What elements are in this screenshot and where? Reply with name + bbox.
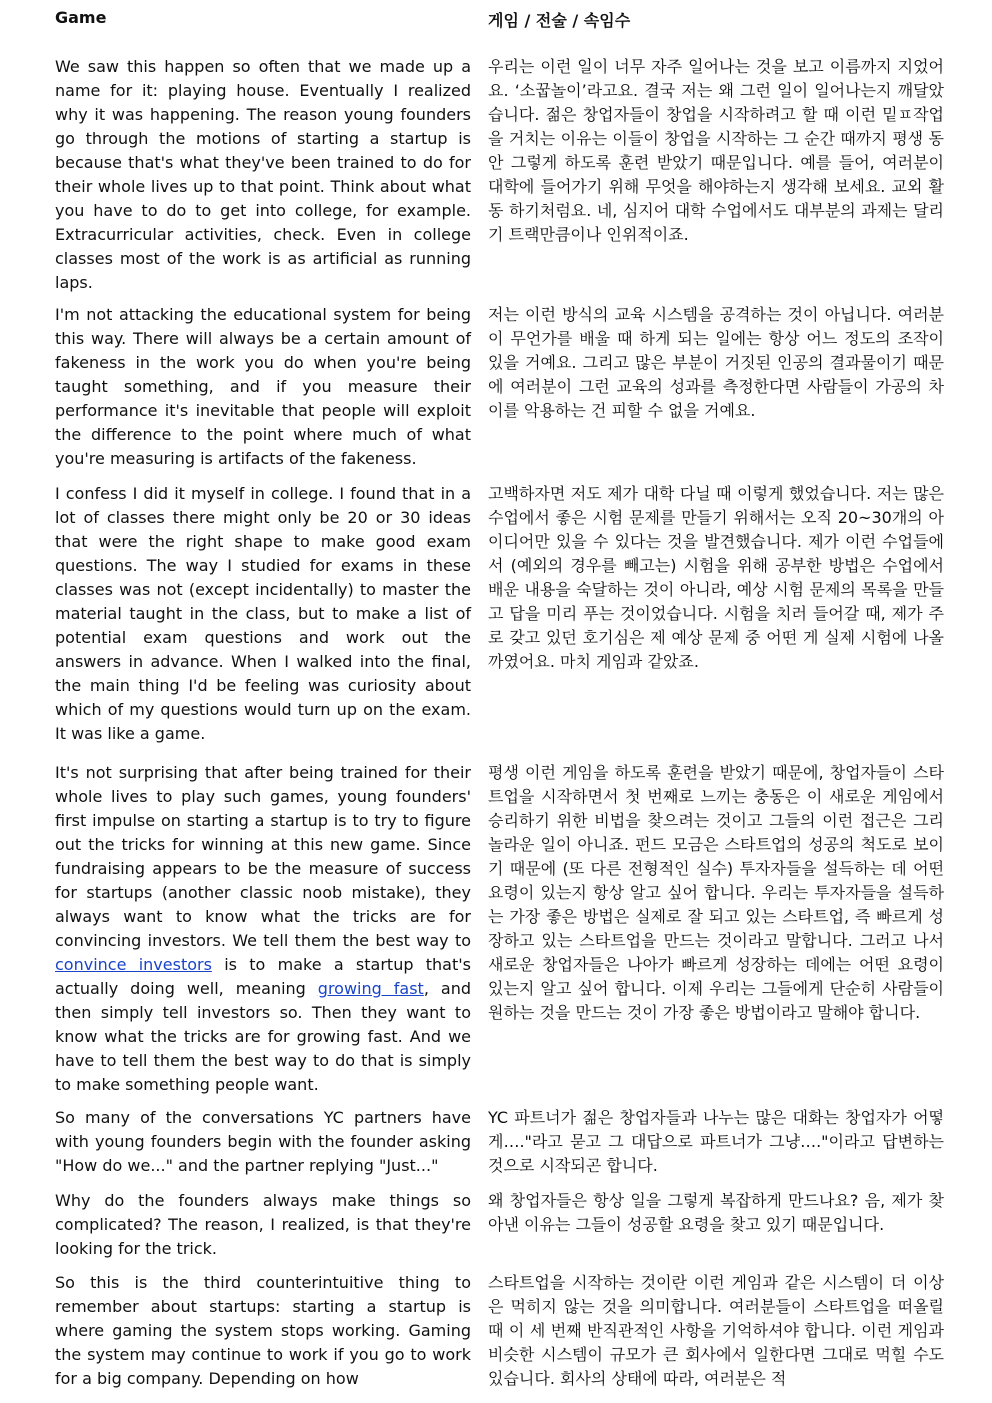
korean-paragraph-1: 우리는 이런 일이 너무 자주 일어나는 것을 보고 이름까지 지었어요. ‘소꿉놀이’라고요. 결국 저는 왜 그런 일이 일어나는지 깨달았습니다. 젊은 창업자들이 창업을 시작하려고 할 때 이런 밑ㅍ작업을 거치는 이유는 이들이 창업을 시작하는 그 순간 때까지 평생 동안 그렇게 하도록 훈련 받았기 때문입니다. 예를 들어, 여러분이 대학에 들어가기 위해 무엇을 해야하는지 생각해 보세요. 교외 활동 하기처럼요. 네, 심지어 대학 수업에서도 대부분의 과제는 달리기 트랙만큼이나 인위적이죠. xyxy=(488,57,944,244)
english-paragraph-3: I confess I did it myself in college. I found that in a lot of classes there might only be 20 or 30 ideas that were the right shape to make good exam questions. The way I studied for exams in these classes was not (except incidentally) to master the material taught in the class, but to make a list of potential exam questions and work out the answers in advance. When I walked into the final, the main thing I'd be feeling was curiosity about which of my questions would turn up on the exam. It was like a game. xyxy=(55,484,471,743)
english-paragraph-5: So many of the conversations YC partners have with young founders begin with the founder asking "How do we..." and the partner replying "Just..." xyxy=(55,1108,471,1175)
english-paragraph-6: Why do the founders always make things so complicated? The reason, I realized, is that they're looking for the trick. xyxy=(55,1191,471,1258)
convince-investors-link[interactable]: convince investors xyxy=(55,955,212,974)
english-paragraph-4-part-2: is to make a startup that's actually doing well, meaning xyxy=(55,955,471,998)
korean-paragraph-4: 평생 이런 게임을 하도록 훈련을 받았기 때문에, 창업자들이 스타트업을 시작하면서 첫 번째로 느끼는 충동은 이 새로운 게임에서 승리하기 위한 비법을 찾으려는 것이고 그들의 이런 접근은 그리 놀라운 일이 아니죠. 펀드 모금은 스타트업의 성공의 척도로 보이기 때문에 (또 다른 전형적인 실수) 투자자들을 설득하는 데 어떤 요령이 있는지 항상 알고 싶어 합니다. 우리는 투자자들을 설득하는 가장 좋은 방법은 실제로 잘 되고 있는 스타트업, 즉 빠르게 성장하고 있는 스타트업을 만드는 것이라고 말합니다. 그러고 나서 새로운 창업자들은 나아가 빠르게 성장하는 데에는 어떤 요령이 있는지 알고 싶어 합니다. 이제 우리는 그들에게 단순히 사람들이 원하는 것을 만드는 것이 가장 좋은 방법이라고 말해야 합니다. xyxy=(488,763,944,1022)
english-paragraph-7: So this is the third counterintuitive thing to remember about startups: starting a startup is where gaming the system stops working. Gaming the system may continue to work if you go to work for a big company. Depending on how xyxy=(55,1273,471,1388)
korean-column-header: 게임 / 전술 / 속임수 xyxy=(488,11,631,30)
korean-paragraph-6: 왜 창업자들은 항상 일을 그렇게 복잡하게 만드나요? 음, 제가 찾아낸 이유는 그들이 성공할 요령을 찾고 있기 때문입니다. xyxy=(488,1191,944,1234)
english-paragraph-1: We saw this happen so often that we made up a name for it: playing house. Eventually I realized why it was happening. The reason young founders go through the motions of starting a startup is because that's what they've been trained to do for their whole lives up to that point. Think about what you have to do to get into college, for example. Extracurricular activities, check. Even in college classes most of the work is as artificial as running laps. xyxy=(55,57,471,292)
growing-fast-link[interactable]: growing fast xyxy=(317,979,424,998)
korean-paragraph-7: 스타트업을 시작하는 것이란 이런 게임과 같은 시스템이 더 이상은 먹히지 않는 것을 의미합니다. 여러분들이 스타트업을 떠올릴 때 이 세 번째 반직관적인 사항을 기억하셔야 합니다. 이런 게임과 비슷한 시스템이 규모가 큰 회사에서 일한다면 그대로 먹힐 수도 있습니다. 회사의 상태에 따라, 여러분은 적 xyxy=(488,1273,944,1388)
korean-paragraph-2: 저는 이런 방식의 교육 시스템을 공격하는 것이 아닙니다. 여러분이 무언가를 배울 때 하게 되는 일에는 항상 어느 정도의 조작이 있을 거예요. 그리고 많은 부분이 거짓된 인공의 결과물이기 때문에 여러분이 그런 교육의 성과를 측정한다면 사람들이 가공의 차이를 악용하는 건 피할 수 없을 거예요. xyxy=(488,305,944,420)
english-paragraph-4-part-3: , and then simply tell investors so. Then they want to know what the tricks are for growing fast. And we have to tell them the best way to do that is simply to make something people want. xyxy=(55,979,471,1094)
english-paragraph-4 xyxy=(55,761,471,1097)
korean-paragraph-3: 고백하자면 저도 제가 대학 다닐 때 이렇게 했었습니다. 저는 많은 수업에서 좋은 시험 문제를 만들기 위해서는 오직 20~30개의 아이디어만 있을 수 있다는 것을 발견했습니다. 제가 이런 수업들에서 (예외의 경우를 빼고는) 시험을 위해 공부한 방법은 수업에서 배운 내용을 숙달하는 것이 아니라, 예상 시험 문제의 목록을 만들고 답을 미리 푸는 것이었습니다. 시험을 치러 들어갈 때, 제가 주로 갖고 있던 호기심은 제 예상 문제 중 어떤 게 실제 시험에 나올까였어요. 마치 게임과 같았죠. xyxy=(488,484,944,671)
english-paragraph-2: I'm not attacking the educational system for being this way. There will always be a certain amount of fakeness in the work you do when you're being taught something, and if you measure their performance it's inevitable that people will exploit the difference to the point where much of what you're measuring is artifacts of the fakeness. xyxy=(55,305,471,468)
english-paragraph-4-part-1: It's not surprising that after being trained for their whole lives to play such games, young founders' first impulse on starting a startup is to try to figure out the tricks for winning at this new game. Since fundraising appears to be the measure of success for startups (another classic noob mistake), they always want to know what the tricks are for convincing investors. We tell them the best way to xyxy=(55,763,471,950)
korean-paragraph-5: YC 파트너가 젊은 창업자들과 나누는 많은 대화는 창업자가 어떻게…."라고 묻고 그 대답으로 파트너가 그냥…."이라고 답변하는 것으로 시작되곤 합니다. xyxy=(488,1108,944,1175)
english-column-header: Game xyxy=(55,8,107,27)
